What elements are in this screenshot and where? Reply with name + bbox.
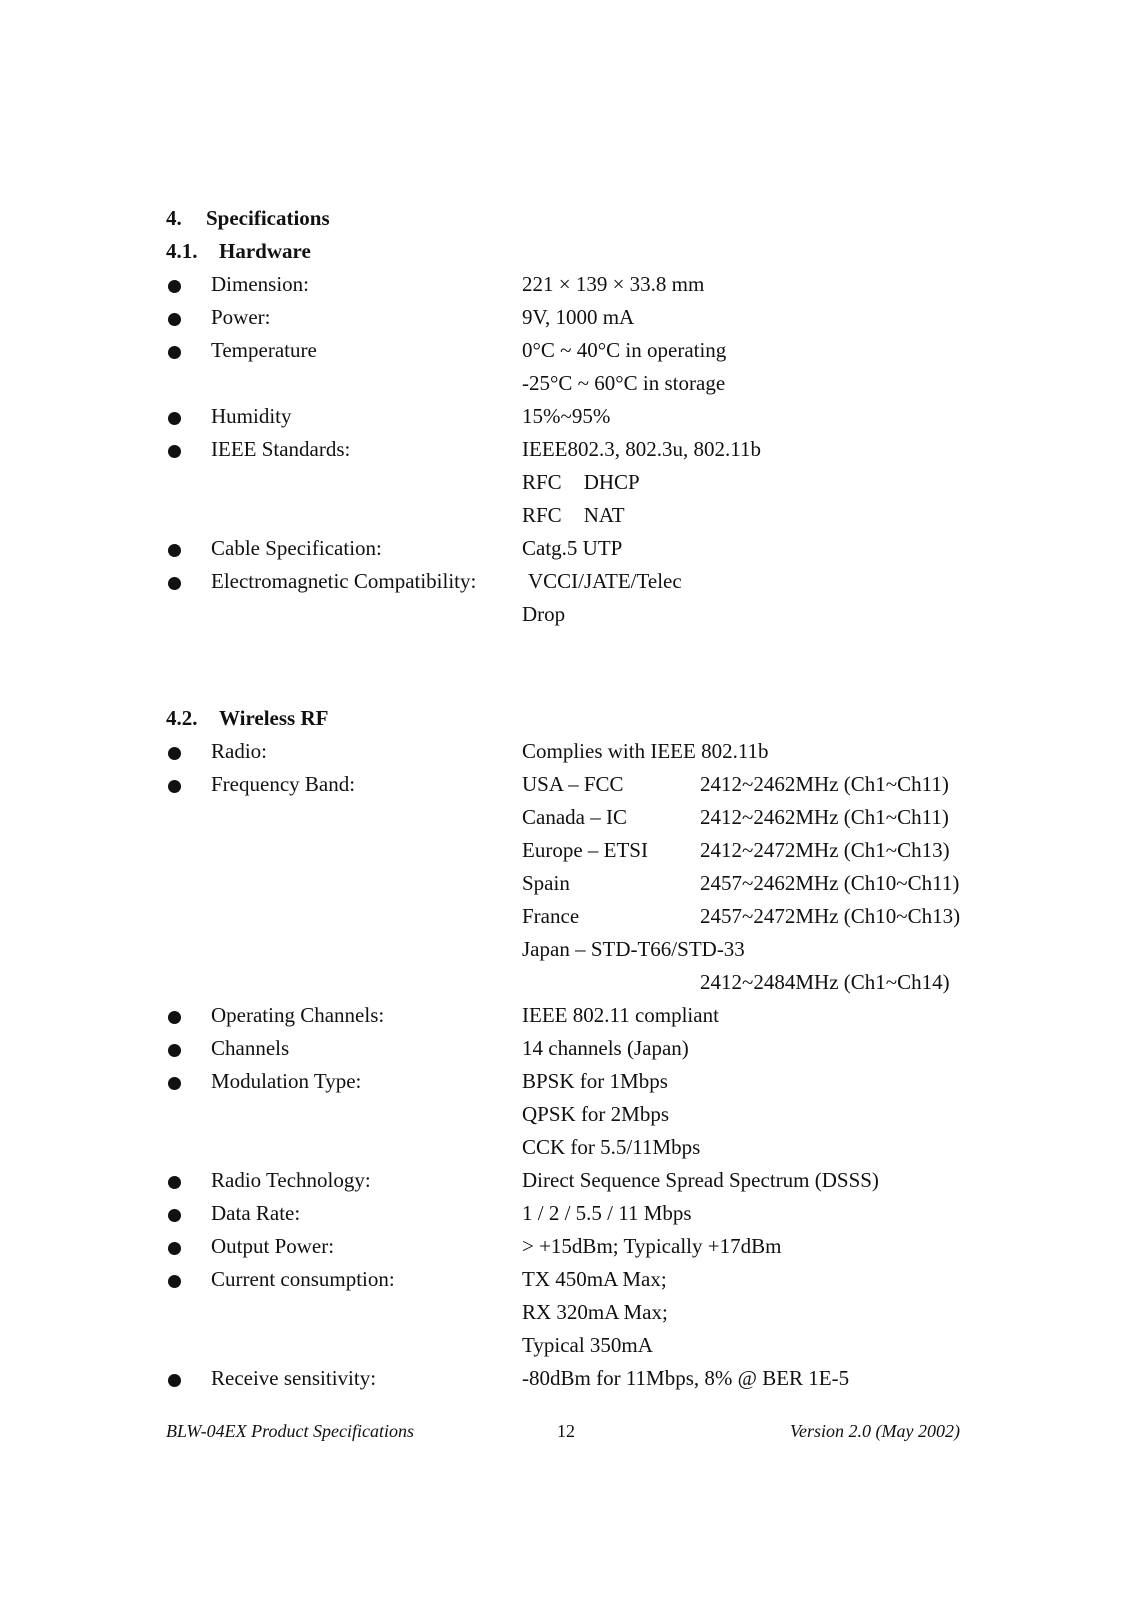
spec-value: QPSK for 2Mbps — [522, 1102, 670, 1126]
bullet-icon — [168, 313, 181, 326]
spec-value: -80dBm for 11Mbps, 8% @ BER 1E-5 — [522, 1366, 850, 1390]
spec-value: Complies with IEEE 802.11b — [522, 739, 769, 763]
bullet-icon — [168, 412, 181, 425]
spec-label: Operating Channels: — [211, 1003, 385, 1027]
spec-label: Receive sensitivity: — [211, 1366, 377, 1390]
bullet-icon — [168, 1242, 181, 1255]
bullet-icon — [168, 544, 181, 557]
spec-row-temperature-storage — [0, 371, 1131, 401]
spec-value: BPSK for 1Mbps — [522, 1069, 668, 1093]
band-row — [0, 805, 1131, 835]
band-row — [0, 871, 1131, 901]
band-range: 2412~2472MHz (Ch1~Ch13) — [700, 838, 950, 862]
bullet-icon — [168, 1176, 181, 1189]
spec-value: 1 / 2 / 5.5 / 11 Mbps — [522, 1201, 692, 1225]
band-region: France — [522, 904, 580, 928]
hardware-heading — [166, 239, 311, 264]
spec-row-radio — [0, 739, 1131, 769]
bullet-icon — [168, 445, 181, 458]
spec-label: Humidity — [211, 404, 292, 428]
spec-row-cable — [0, 536, 1131, 566]
band-region: Japan – STD-T66/STD-33 — [522, 937, 745, 961]
spec-value: -25°C ~ 60°C in storage — [522, 371, 726, 395]
bullet-icon — [168, 780, 181, 793]
spec-row-emc-2 — [0, 602, 1131, 632]
bullet-icon — [168, 1275, 181, 1288]
rfc-label: RFC — [522, 503, 562, 527]
spec-label: Dimension: — [211, 272, 309, 296]
band-row — [0, 838, 1131, 868]
spec-row-modulation — [0, 1069, 1131, 1099]
spec-row-output-power — [0, 1234, 1131, 1264]
spec-value: TX 450mA Max; — [522, 1267, 667, 1291]
spec-row-sensitivity — [0, 1366, 1131, 1396]
spec-value: Drop — [522, 602, 566, 626]
band-region: Europe – ETSI — [522, 838, 648, 862]
spec-label: Power: — [211, 305, 271, 329]
spec-label: Channels — [211, 1036, 290, 1060]
band-range: 2457~2462MHz (Ch10~Ch11) — [700, 871, 960, 895]
band-row-japan — [0, 937, 1131, 967]
spec-label: Frequency Band: — [211, 772, 356, 796]
band-region: Canada – IC — [522, 805, 627, 829]
bullet-icon — [168, 1044, 181, 1057]
spec-row-dimension — [0, 272, 1131, 302]
spec-row-operating-channels — [0, 1003, 1131, 1033]
footer-product: BLW-04EX Product Specifications — [166, 1421, 414, 1441]
spec-value: Typical 350mA — [522, 1333, 653, 1357]
spec-row-temperature — [0, 338, 1131, 368]
spec-value: 14 channels (Japan) — [522, 1036, 689, 1060]
hardware-title: Hardware — [219, 239, 311, 263]
bullet-icon — [168, 1374, 181, 1387]
band-region: Spain — [522, 871, 570, 895]
bullet-icon — [168, 346, 181, 359]
band-region: USA – FCC — [522, 772, 624, 796]
band-row — [0, 904, 1131, 934]
spec-row-data-rate — [0, 1201, 1131, 1231]
section-title: Specifications — [206, 206, 330, 230]
footer-version: Version 2.0 (May 2002) — [790, 1421, 960, 1441]
spec-value: > +15dBm; Typically +17dBm — [522, 1234, 782, 1258]
wireless-heading — [166, 706, 328, 731]
bullet-icon — [168, 577, 181, 590]
spec-value: IEEE802.3, 802.3u, 802.11b — [522, 437, 761, 461]
wireless-number: 4.2. — [166, 706, 198, 730]
spec-row-emc — [0, 569, 1131, 599]
spec-row-current-typ — [0, 1333, 1131, 1363]
spec-row-current — [0, 1267, 1131, 1297]
spec-value: Direct Sequence Spread Spectrum (DSSS) — [522, 1168, 879, 1192]
spec-label: Electromagnetic Compatibility: — [211, 569, 477, 593]
band-range: 2457~2472MHz (Ch10~Ch13) — [700, 904, 961, 928]
hardware-number: 4.1. — [166, 239, 198, 263]
section-heading — [166, 206, 330, 231]
spec-label: IEEE Standards: — [211, 437, 351, 461]
spec-value: 15%~95% — [522, 404, 611, 428]
spec-value: 9V, 1000 mA — [522, 305, 635, 329]
bullet-icon — [168, 1209, 181, 1222]
wireless-title: Wireless RF — [219, 706, 329, 730]
spec-label: Output Power: — [211, 1234, 335, 1258]
rfc-name: NAT — [583, 503, 625, 527]
spec-value: RX 320mA Max; — [522, 1300, 668, 1324]
spec-label: Radio Technology: — [211, 1168, 371, 1192]
spec-row-modulation-2 — [0, 1102, 1131, 1132]
spec-value: CCK for 5.5/11Mbps — [522, 1135, 701, 1159]
bullet-icon — [168, 747, 181, 760]
spec-label: Current consumption: — [211, 1267, 395, 1291]
bullet-icon — [168, 1011, 181, 1024]
spec-label: Radio: — [211, 739, 267, 763]
spec-row-rfc-dhcp — [0, 470, 1131, 500]
band-range: 2412~2462MHz (Ch1~Ch11) — [700, 772, 949, 796]
spec-label: Modulation Type: — [211, 1069, 362, 1093]
band-range: 2412~2484MHz (Ch1~Ch14) — [700, 970, 950, 994]
spec-row-channels — [0, 1036, 1131, 1066]
band-row-japan-range — [0, 970, 1131, 1000]
spec-row-frequency — [0, 772, 1131, 802]
spec-row-ieee — [0, 437, 1131, 467]
spec-label: Cable Specification: — [211, 536, 382, 560]
rfc-label: RFC — [522, 470, 562, 494]
section-number: 4. — [166, 206, 182, 230]
spec-row-current-rx — [0, 1300, 1131, 1330]
spec-value — [522, 470, 640, 495]
spec-value: IEEE 802.11 compliant — [522, 1003, 719, 1027]
spec-value: 0°C ~ 40°C in operating — [522, 338, 727, 362]
band-range: 2412~2462MHz (Ch1~Ch11) — [700, 805, 949, 829]
spec-row-rfc-nat — [0, 503, 1131, 533]
spec-row-humidity — [0, 404, 1131, 434]
footer-page-number: 12 — [557, 1421, 575, 1441]
spec-row-power — [0, 305, 1131, 335]
spec-value: Catg.5 UTP — [522, 536, 623, 560]
spec-row-modulation-3 — [0, 1135, 1131, 1165]
spec-label: Temperature — [211, 338, 317, 362]
spec-value: VCCI/JATE/Telec — [528, 569, 682, 593]
spec-row-radio-tech — [0, 1168, 1131, 1198]
spec-label: Data Rate: — [211, 1201, 301, 1225]
spec-value: 221 × 139 × 33.8 mm — [522, 272, 705, 296]
spec-value — [522, 503, 625, 528]
bullet-icon — [168, 280, 181, 293]
rfc-name: DHCP — [583, 470, 640, 494]
bullet-icon — [168, 1077, 181, 1090]
